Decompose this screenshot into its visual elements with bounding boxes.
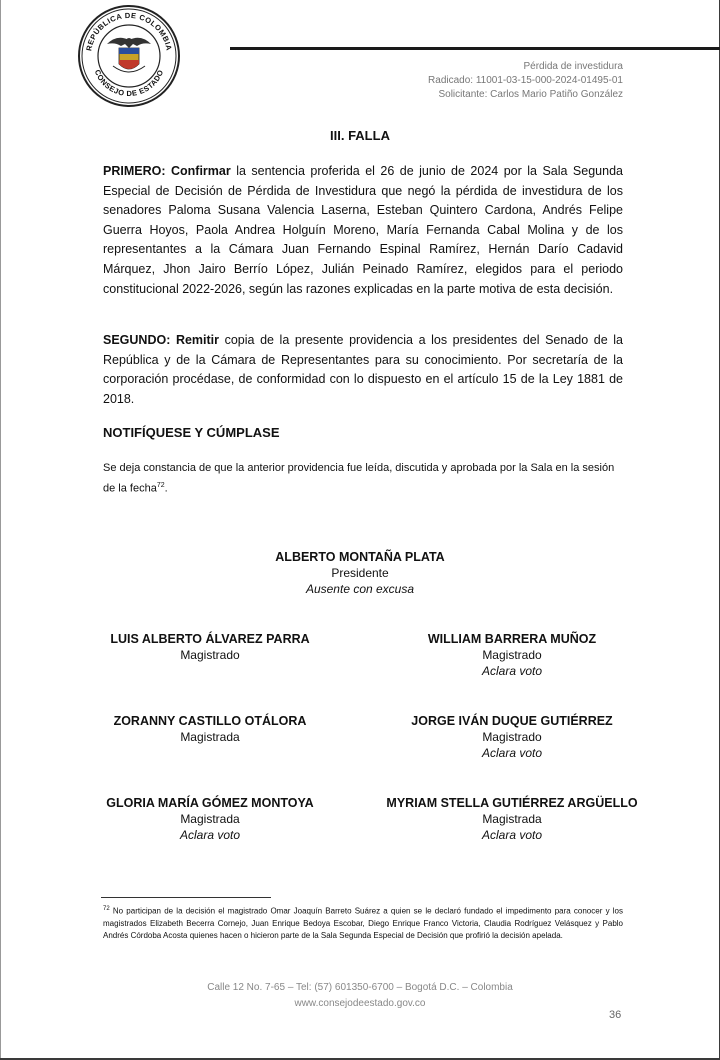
segundo-label: SEGUNDO: <box>103 333 171 347</box>
case-radicado: Radicado: 11001-03-15-000-2024-01495-01 <box>428 75 623 86</box>
signature-role: Magistrada <box>180 812 240 826</box>
signature-role: Presidente <box>331 566 389 580</box>
signature-name: GLORIA MARÍA GÓMEZ MONTOYA <box>106 796 314 810</box>
signature-alvarez <box>60 631 360 663</box>
footnote-number: 72 <box>103 906 110 912</box>
footnote-text: No participan de la decisión el magistrado Omar Joaquín Barreto Suárez a quien se le declaró fundado el impedimento para conocer y los magistrados Elizabeth Becerra Cornejo, Juan Enrique Bedoya Escobar, Diego Enrique Franco Victoria, Claudia Rodríguez Velásquez y Pablo Andrés Córdoba Acosta quienes hacen o hicieron parte de la Sala Segunda Especial de Decisión que profirió la decisión apelada. <box>103 906 623 941</box>
signature-name: LUIS ALBERTO ÁLVAREZ PARRA <box>110 632 310 646</box>
footnote-reference: 72 <box>156 482 165 489</box>
primero-text: la sentencia proferida el 26 de junio de 2024 por la Sala Segunda Especial de Decisión de Pérdida de Investidura que negó la pérdida de investidura de los senadores Paloma Susana Valencia Laserna, Esteban Quintero Cardona, Andrés Felipe Guerra Hoyos, Paola Andrea Holguín Moreno, María Fernanda Cabal Molina y de los representantes a la Cámara Juan Fernando Espinal Ramírez, Hernán Darío Cadavid Márquez, Jhon Jairo Berrío López, Julián Peinado Ramírez, elegidos para el periodo constitucional 2022-2026, según las razones explicadas en la parte motiva de esta decisión. <box>103 164 623 296</box>
signature-note: Aclara voto <box>481 828 543 842</box>
signature-name: ZORANNY CASTILLO OTÁLORA <box>113 714 307 728</box>
section-title: III. FALLA <box>330 128 390 143</box>
signature-duque <box>362 713 662 761</box>
constancia-paragraph <box>103 460 623 498</box>
case-header <box>428 60 623 102</box>
page-number: 36 <box>609 1009 622 1021</box>
svg-text:REPÚBLICA DE COLOMBIA: REPÚBLICA DE COLOMBIA <box>84 10 174 52</box>
segundo-text: copia de la presente providencia a los presidentes del Senado de la República y de la Cámara de Representantes para su conocimiento. Por secretaría de la corporación procédase, de conformidad con lo dispuesto en el artículo 15 de la Ley 1881 de 2018. <box>103 333 623 406</box>
segundo-verb: Remitir <box>175 333 220 347</box>
notifiquese-heading: NOTIFÍQUESE Y CÚMPLASE <box>103 425 280 440</box>
signature-role: Magistrada <box>180 730 240 744</box>
header-rule <box>230 47 720 50</box>
signature-note: Aclara voto <box>481 746 543 760</box>
case-type: Pérdida de investidura <box>523 61 623 72</box>
svg-text:CONSEJO DE ESTADO: CONSEJO DE ESTADO <box>92 68 166 99</box>
footer-address: Calle 12 No. 7-65 – Tel: (57) 601350-6700 – Bogotá D.C. – Colombia <box>207 982 513 993</box>
footnote <box>103 903 623 943</box>
signature-name: MYRIAM STELLA GUTIÉRREZ ARGÜELLO <box>386 796 638 810</box>
signature-gutierrez <box>362 795 662 843</box>
signature-president <box>210 549 510 597</box>
signature-role: Magistrado <box>482 730 542 744</box>
paragraph-segundo <box>103 331 623 409</box>
signature-role: Magistrado <box>482 648 542 662</box>
page-footer <box>1 980 719 1012</box>
consejo-de-estado-seal-icon <box>77 4 181 108</box>
signature-note: Aclara voto <box>481 664 543 678</box>
primero-label: PRIMERO: <box>103 164 166 178</box>
footer-website: www.consejodeestado.gov.co <box>294 998 426 1009</box>
signature-note: Ausente con excusa <box>305 582 415 596</box>
signature-name: WILLIAM BARRERA MUÑOZ <box>427 632 597 646</box>
footnote-divider <box>101 897 271 898</box>
signature-name: JORGE IVÁN DUQUE GUTIÉRREZ <box>411 714 613 728</box>
signature-gomez <box>60 795 360 843</box>
signature-role: Magistrada <box>482 812 542 826</box>
signature-barrera <box>362 631 662 679</box>
signature-castillo <box>60 713 360 745</box>
signature-role: Magistrado <box>180 648 240 662</box>
primero-verb: Confirmar <box>170 164 231 178</box>
signature-note: Aclara voto <box>179 828 241 842</box>
paragraph-primero <box>103 162 623 299</box>
constancia-end: . <box>164 482 168 495</box>
signature-name: ALBERTO MONTAÑA PLATA <box>275 550 445 564</box>
case-solicitante: Solicitante: Carlos Mario Patiño González <box>438 89 623 100</box>
constancia-text: Se deja constancia de que la anterior providencia fue leída, discutida y aprobada por la Sala en la sesión de la fecha <box>103 462 615 495</box>
